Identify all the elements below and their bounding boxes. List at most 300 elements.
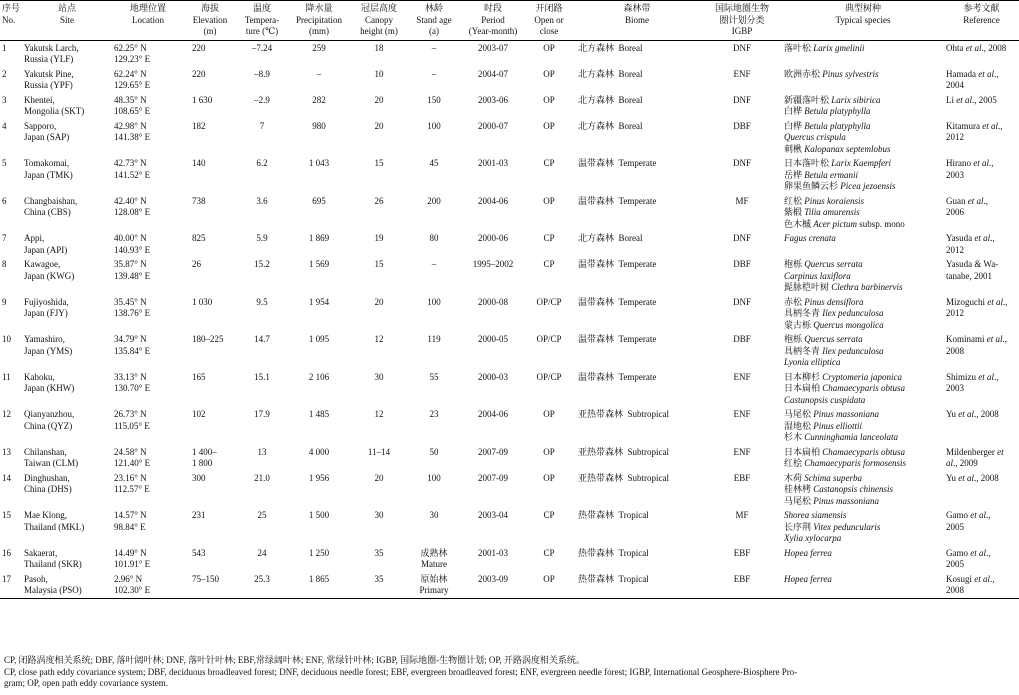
cell-period [460,332,526,370]
row-number: 4 [2,120,7,131]
species-cn: 长序荆 [784,521,812,532]
row-number: 15 [2,510,11,520]
cell-temperature [236,119,288,157]
cell-site [22,295,112,333]
header-no [0,1,22,41]
species-entry [784,574,942,586]
cell-period [460,572,526,599]
table-row [0,67,1019,93]
species-latin: Quercus crispula [784,132,846,142]
species-entry [784,219,942,231]
header-row [0,1,1019,41]
row-number: 11 [2,371,11,382]
biome-cn: 温带森林 [578,158,615,168]
biome-value [578,196,700,208]
species-latin: Larix Kaempferi [831,158,892,168]
cell-igbp [702,93,782,119]
igbp-value: DBF [733,334,751,344]
cell-biome [572,40,702,67]
header-biome-line: 森林带 [623,3,651,13]
cell-reference [944,67,1019,93]
cell-open-close [526,471,572,509]
location-coord: 121.40° E [114,458,151,468]
table-row [0,156,1019,194]
species-latin: Chamaecyparis obtusa [822,446,906,457]
header-species-line: Typical species [835,14,891,25]
cell-location [112,295,184,333]
elevation-value: 180–225 [192,334,224,344]
cell-elevation [184,407,236,445]
biome-cn: 北方森林 [578,42,615,53]
header-site-line: Site [59,14,74,25]
species-entry [784,458,942,470]
cell-site [22,508,112,546]
temperature-value: 25.3 [254,573,270,584]
species-cn: 欧洲赤松 [784,68,821,79]
period-value: 2000-07 [478,120,508,131]
reference-line [946,409,1017,421]
species-latin: Betula ermanii [804,169,859,180]
location-coord: 112.57° E [114,484,150,494]
species-latin: Xylia xylocarpa [784,533,842,543]
cell-stand-age [408,471,460,509]
temperature-value: 5.9 [256,233,268,243]
cell-open-close [526,370,572,408]
species-entry [784,484,942,496]
open-close-value: CP [543,259,555,269]
species-cn: 岳桦 [784,169,803,180]
biome-en: Temperate [618,334,657,344]
reference-suffix: ., 2009 [953,458,978,468]
cell-canopy [350,407,408,445]
biome-en: Temperate [618,158,657,168]
biome-cn: 温带森林 [578,195,615,206]
canopy-value: 20 [374,94,384,105]
elevation-value: 1 800 [192,458,213,468]
species-entry [784,132,942,144]
cell-igbp [702,295,782,333]
location-coord: 42.40° N [114,195,147,206]
biome-value [578,69,700,81]
cell-period [460,119,526,157]
canopy-value: 15 [374,259,384,269]
header-age [408,1,460,41]
table-row [0,471,1019,509]
elevation-value: 140 [192,158,206,168]
temperature-value: 17.9 [254,409,270,419]
site-name: Qianyanzhou, [24,409,75,419]
stand-age-value: 成熟林 [420,547,448,558]
cell-precipitation [288,370,350,408]
site-name: China (QYZ) [24,420,73,431]
species-latin: Carpinus laxiflora [784,270,851,281]
period-value: 2004-06 [478,195,508,206]
table-row [0,546,1019,572]
table-row [0,445,1019,471]
cell-open-close [526,40,572,67]
stand-age-value: 23 [429,409,439,419]
site-name: Yakutsk Pine, [24,68,74,79]
cell-site [22,67,112,93]
cell-canopy [350,445,408,471]
canopy-value: 35 [374,547,384,558]
cell-temperature [236,194,288,232]
cell-open-close [526,546,572,572]
row-number: 14 [2,472,11,483]
cell-temperature [236,546,288,572]
cell-location [112,445,184,471]
biome-en: Subtropical [627,446,670,457]
precipitation-value: – [316,68,322,79]
precipitation-value: 1 485 [308,409,330,419]
header-species-line: 典型树种 [844,3,881,13]
cell-species [782,295,944,333]
header-loc-line: 地理位置 [129,3,166,13]
biome-en: Temperate [618,296,657,307]
elevation-value: 26 [192,259,201,269]
cell-site [22,546,112,572]
species-entry [784,357,942,369]
cell-reference [944,471,1019,509]
cell-canopy [350,295,408,333]
row-number: 1 [2,42,7,53]
species-cn: 白桦 [784,106,803,116]
cell-stand-age [408,508,460,546]
precipitation-value: 4 000 [308,446,330,457]
period-value: 2004-06 [478,409,508,419]
species-entry [784,181,942,193]
row-number: 12 [2,409,11,419]
cell-precipitation [288,40,350,67]
row-number: 17 [2,573,11,584]
cell-biome [572,370,702,408]
cell-no [0,508,22,546]
reference-text: Gamo [946,510,971,520]
cell-stand-age [408,407,460,445]
header-period-line: 时段 [483,3,502,13]
location-coord: 35.87° N [114,259,147,269]
header-ref-line: 参考文献 [963,3,1000,13]
location-coord: 129.23° E [114,54,151,64]
elevation-value: 220 [192,42,206,53]
species-latin: Pinus koraiensis [804,195,865,206]
header-oc-line: Open or [534,14,564,25]
cell-biome [572,67,702,93]
species-entry [784,121,942,133]
header-prec-line: 降水量 [305,3,333,13]
reference-suffix: ., [998,120,1003,131]
canopy-value: 20 [374,120,384,131]
biome-cn: 热带森林 [578,573,615,584]
stand-age-value: Mature [421,559,447,569]
cell-reference [944,370,1019,408]
reference-italic: al [946,458,954,468]
stand-age-value: 100 [427,296,441,307]
cell-species [782,471,944,509]
biome-value [578,121,700,133]
species-cn: 刺楸 [784,143,803,154]
species-cn: 卵果鱼鳞云杉 [784,181,839,191]
cell-canopy [350,194,408,232]
cell-stand-age [408,40,460,67]
cell-elevation [184,572,236,599]
reference-suffix: ., 2008 [974,472,999,483]
species-entry [784,106,942,118]
cell-reference [944,332,1019,370]
reference-text: Yu [946,472,959,483]
species-entry [784,282,942,294]
header-temp-line: ture (℃) [245,26,279,36]
igbp-value: DBF [733,259,751,269]
table-row [0,257,1019,295]
cell-open-close [526,93,572,119]
cell-location [112,231,184,257]
table-row [0,194,1019,232]
cell-temperature [236,93,288,119]
cell-open-close [526,194,572,232]
cell-elevation [184,231,236,257]
biome-cn: 温带森林 [578,371,615,382]
header-elev [184,1,236,41]
site-name: Kahoku, [24,371,55,382]
reference-line [946,473,1017,485]
header-can-line: height (m) [360,26,398,36]
species-entry [784,69,942,81]
species-latin: Tilia amurensis [804,207,860,217]
cell-species [782,508,944,546]
species-entry [784,522,942,534]
cell-precipitation [288,119,350,157]
biome-value [578,574,700,586]
reference-text: Kitamura [946,120,983,131]
header-elev-line: (m) [203,26,217,36]
site-name: Mongolia (SKT) [24,106,85,116]
cell-elevation [184,194,236,232]
header-site-line: 站点 [57,3,76,13]
cell-biome [572,119,702,157]
cell-elevation [184,119,236,157]
cell-elevation [184,67,236,93]
biome-value [578,43,700,55]
biome-cn: 北方森林 [578,94,615,105]
species-entry [784,158,942,170]
cell-precipitation [288,572,350,599]
site-name: China (CBS) [24,207,71,217]
reference-text: Hamada [946,68,979,79]
cell-stand-age [408,370,460,408]
elevation-value: 300 [192,472,206,483]
row-number: 7 [2,233,7,243]
cell-igbp [702,119,782,157]
cell-period [460,67,526,93]
biome-value [578,510,700,522]
biome-value [578,372,700,384]
precipitation-value: 1 956 [308,472,330,483]
row-number: 2 [2,68,7,79]
cell-reference [944,508,1019,546]
cell-no [0,156,22,194]
location-coord: 62.24° N [114,68,147,79]
reference-line [946,346,1017,358]
site-name: Japan (YMS) [24,345,73,356]
reference-text: 2008 [946,345,964,356]
reference-suffix: ., [983,195,988,206]
species-latin: Fagus crenata [784,233,836,243]
cell-temperature [236,156,288,194]
cell-species [782,194,944,232]
species-cn: 马尾松 [784,495,812,506]
canopy-value: 20 [374,296,384,307]
biome-value [578,473,700,485]
species-entry [784,447,942,459]
cell-open-close [526,332,572,370]
cell-no [0,445,22,471]
cell-species [782,370,944,408]
header-age-line: Stand age [416,14,452,25]
cell-elevation [184,156,236,194]
species-cn: 色木槭 [784,218,812,229]
cell-open-close [526,572,572,599]
table-row [0,295,1019,333]
header-period-line: (Year-month) [468,26,518,36]
cell-precipitation [288,93,350,119]
igbp-value: ENF [733,371,751,382]
site-name: Japan (KHW) [24,383,75,393]
stand-age-value: 55 [429,371,439,382]
species-extra: subsp. mono [857,218,905,229]
temperature-value: 9.5 [256,296,268,307]
biome-value [578,409,700,421]
cell-site [22,445,112,471]
stand-age-value: 80 [429,233,439,243]
species-cn: 日本扁柏 [784,446,821,457]
location-coord: 108.65° E [114,106,151,116]
cell-biome [572,572,702,599]
cell-igbp [702,546,782,572]
species-cn: 日本柳杉 [784,371,821,382]
cell-igbp [702,370,782,408]
cell-precipitation [288,546,350,572]
location-coord: 14.57° N [114,510,147,520]
precipitation-value: 980 [312,120,326,131]
cell-biome [572,332,702,370]
cell-canopy [350,257,408,295]
reference-line [946,245,1017,257]
cell-temperature [236,332,288,370]
reference-line [946,69,1017,81]
species-entry [784,409,942,421]
cell-igbp [702,445,782,471]
reference-text: 2012 [946,132,964,142]
species-latin: Clethra barbinervis [831,282,903,292]
open-close-value: CP [543,233,555,243]
elevation-value: 1 400– [192,446,217,457]
precipitation-value: 1 869 [308,233,330,243]
species-entry [784,346,942,358]
cell-temperature [236,40,288,67]
cell-stand-age [408,546,460,572]
header-loc [112,1,184,41]
species-entry [784,43,942,55]
biome-en: Tropical [618,547,649,558]
elevation-value: 75–150 [192,573,219,584]
species-latin: Pinus massoniana [813,495,880,506]
site-name: Japan (TMK) [24,169,73,180]
stand-age-value: 30 [429,510,439,520]
species-latin: Castanopsis cuspidata [784,394,866,405]
species-cn: 日本扁柏 [784,383,821,393]
period-value: 2000-03 [478,371,508,382]
reference-italic: et al [970,510,986,520]
elevation-value: 543 [192,547,206,558]
header-temp [236,1,288,41]
species-latin: Pinus densiflora [804,296,864,307]
cell-period [460,156,526,194]
reference-text: Shimizu [946,371,979,382]
reference-suffix: ., [1003,296,1008,307]
location-coord: 40.00° N [114,233,147,243]
cell-temperature [236,572,288,599]
reference-line [946,196,1017,208]
location-coord: 2.96° N [114,573,143,584]
cell-period [460,445,526,471]
cell-stand-age [408,332,460,370]
igbp-value: MF [735,195,749,206]
species-cn: 紫椴 [784,207,803,217]
species-entry [784,170,942,182]
elevation-value: 825 [192,233,206,243]
cell-location [112,370,184,408]
temperature-value: 6.2 [256,158,268,168]
cell-open-close [526,67,572,93]
cell-stand-age [408,156,460,194]
header-prec-line: (mm) [309,26,329,36]
reference-text: Yasuda & Wa- [946,259,999,269]
reference-suffix: ., [990,573,995,584]
cell-site [22,40,112,67]
reference-suffix: ., [990,233,995,243]
species-cn: 日本落叶松 [784,158,830,168]
elevation-value: 738 [192,195,206,206]
location-coord: 130.70° E [114,383,151,393]
location-coord: 141.38° E [114,132,151,142]
species-latin: Cryptomeria japonica [822,371,903,382]
cell-igbp [702,471,782,509]
cell-biome [572,546,702,572]
header-can-line: 冠层高度 [360,3,397,13]
location-coord: 128.08° E [114,207,151,217]
cell-site [22,231,112,257]
species-latin: Hopea ferrea [784,547,832,558]
cell-biome [572,407,702,445]
header-elev-line: Elevation [192,14,228,25]
reference-text: Ohta [946,42,966,53]
cell-no [0,546,22,572]
igbp-value: ENF [733,409,751,419]
canopy-value: 11–14 [367,446,391,457]
cell-precipitation [288,407,350,445]
species-latin: Larix sibirica [831,94,881,105]
reference-line [946,170,1017,182]
cell-temperature [236,231,288,257]
biome-cn: 亚热带森林 [578,472,624,483]
site-name: Russia (YLF) [24,54,74,64]
site-name: Khentei, [24,94,55,105]
site-name: Yamashiro, [24,334,65,344]
cell-reference [944,407,1019,445]
cell-precipitation [288,257,350,295]
cell-temperature [236,445,288,471]
